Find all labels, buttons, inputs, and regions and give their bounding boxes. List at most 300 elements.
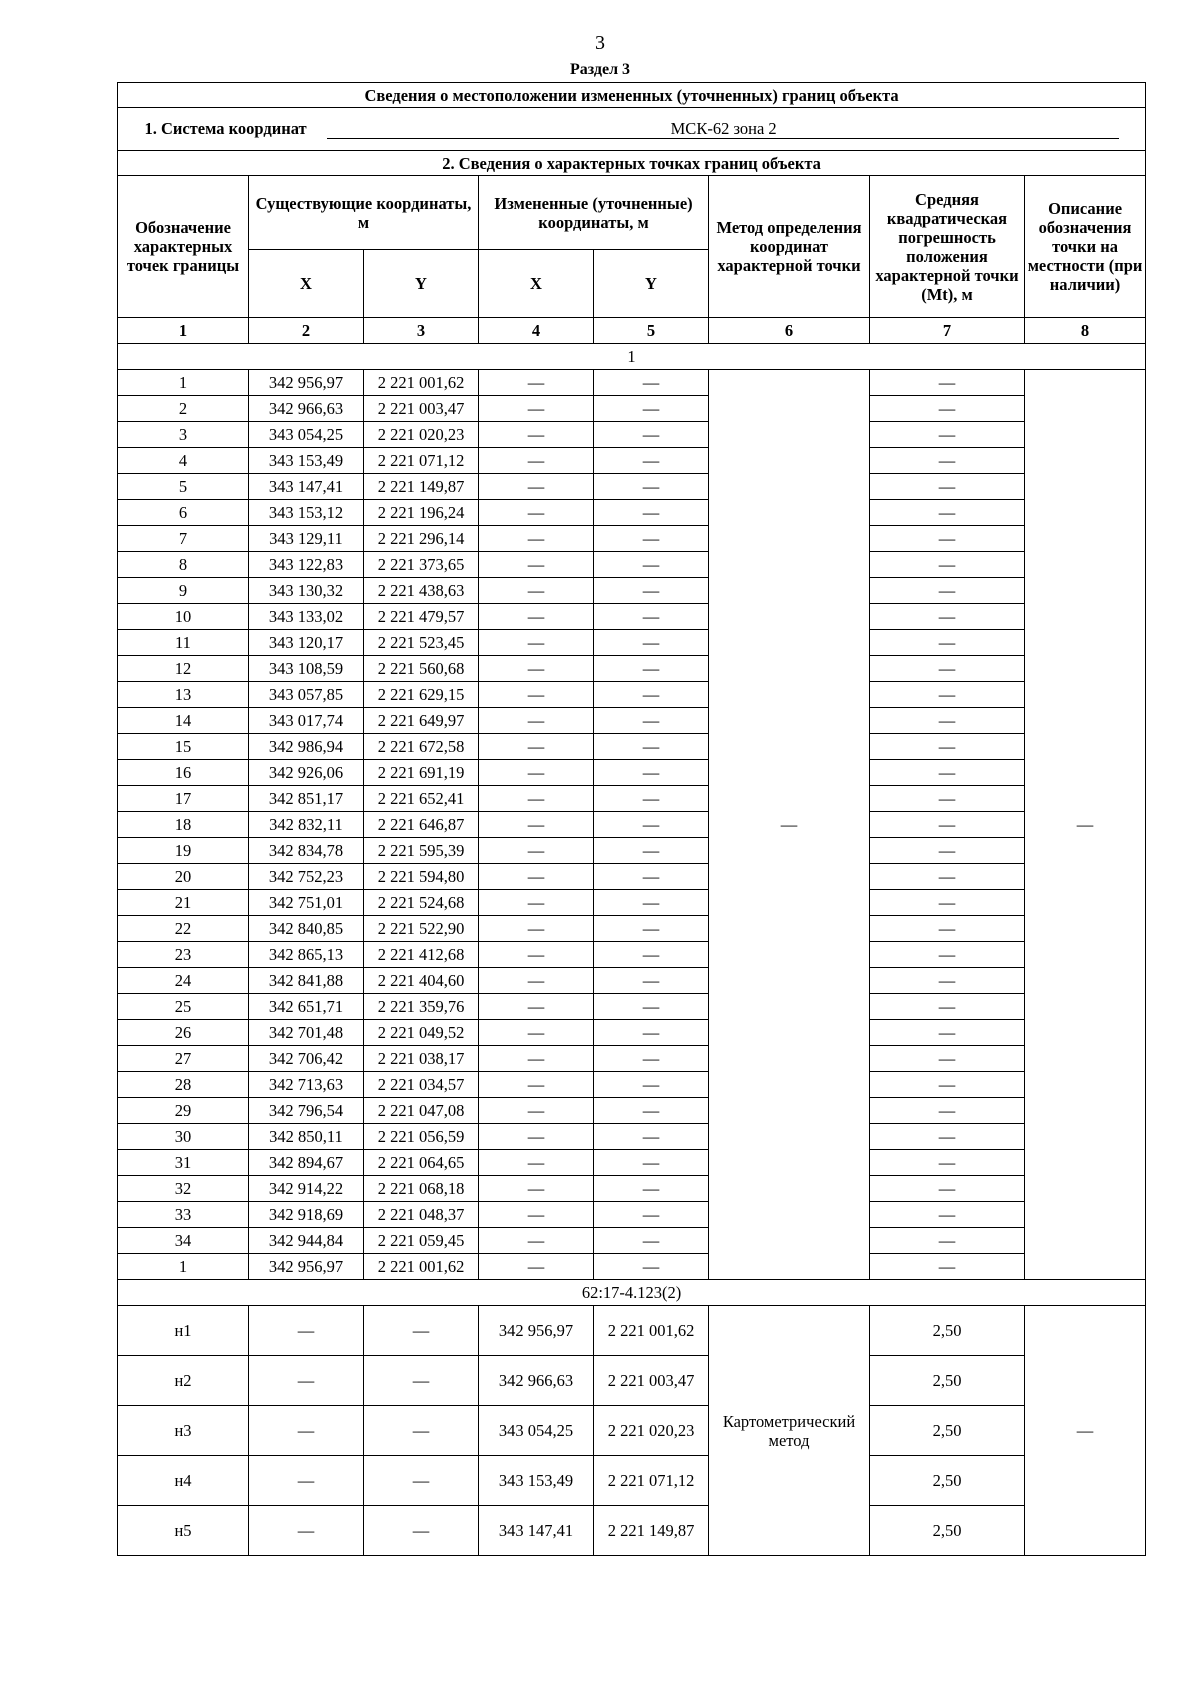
existing-y: 2 221 003,47 <box>364 396 479 422</box>
existing-y: 2 221 629,15 <box>364 682 479 708</box>
changed-x: — <box>479 500 594 526</box>
mean-error: — <box>870 500 1025 526</box>
table-row <box>118 526 1146 552</box>
table-row <box>118 1356 1146 1406</box>
changed-x: — <box>479 422 594 448</box>
point-id: 12 <box>118 656 249 682</box>
point-id: 32 <box>118 1176 249 1202</box>
group-label-1: 1 <box>118 344 1146 370</box>
boundary-points-table <box>117 82 1146 1556</box>
point-id: 1 <box>118 1254 249 1280</box>
changed-y: 2 221 003,47 <box>594 1356 709 1406</box>
changed-y: 2 221 071,12 <box>594 1456 709 1506</box>
table-row <box>118 474 1146 500</box>
existing-y: 2 221 047,08 <box>364 1098 479 1124</box>
existing-y: 2 221 479,57 <box>364 604 479 630</box>
mean-error: — <box>870 1254 1025 1280</box>
point-id: 31 <box>118 1150 249 1176</box>
existing-y: — <box>364 1356 479 1406</box>
changed-y: — <box>594 786 709 812</box>
changed-y: — <box>594 1020 709 1046</box>
mean-error: — <box>870 968 1025 994</box>
point-id: 33 <box>118 1202 249 1228</box>
mean-error: — <box>870 474 1025 500</box>
changed-x: — <box>479 838 594 864</box>
changed-y: — <box>594 526 709 552</box>
mean-error: — <box>870 838 1025 864</box>
existing-y: 2 221 560,68 <box>364 656 479 682</box>
changed-x: — <box>479 812 594 838</box>
changed-x: — <box>479 1150 594 1176</box>
point-id: 4 <box>118 448 249 474</box>
table-row <box>118 1254 1146 1280</box>
changed-x: — <box>479 786 594 812</box>
changed-x: — <box>479 864 594 890</box>
changed-y: — <box>594 1150 709 1176</box>
header-changed-coords: Измененные (уточненные) координаты, м <box>479 176 709 250</box>
description-cell: — <box>1025 370 1146 1280</box>
mean-error: — <box>870 448 1025 474</box>
table-row <box>118 812 1146 838</box>
existing-y: 2 221 071,12 <box>364 448 479 474</box>
changed-y: — <box>594 1254 709 1280</box>
point-id: 8 <box>118 552 249 578</box>
table-row <box>118 1124 1146 1150</box>
existing-x: 342 651,71 <box>249 994 364 1020</box>
point-id: 25 <box>118 994 249 1020</box>
mean-error: — <box>870 682 1025 708</box>
changed-y: — <box>594 864 709 890</box>
table-row <box>118 578 1146 604</box>
existing-y: 2 221 020,23 <box>364 422 479 448</box>
changed-y: — <box>594 422 709 448</box>
changed-x: 342 956,97 <box>479 1306 594 1356</box>
point-id: 30 <box>118 1124 249 1150</box>
changed-x: — <box>479 1228 594 1254</box>
column-number-6: 6 <box>709 318 870 344</box>
existing-x: 343 108,59 <box>249 656 364 682</box>
table-row <box>118 994 1146 1020</box>
changed-x: — <box>479 968 594 994</box>
existing-x: 343 147,41 <box>249 474 364 500</box>
point-id: 20 <box>118 864 249 890</box>
mean-error: 2,50 <box>870 1456 1025 1506</box>
point-id: 6 <box>118 500 249 526</box>
table-row <box>118 864 1146 890</box>
mean-error: — <box>870 578 1025 604</box>
changed-y: — <box>594 760 709 786</box>
changed-y: — <box>594 1124 709 1150</box>
points-section-title: 2. Сведения о характерных точках границ объекта <box>118 151 1146 176</box>
existing-x: — <box>249 1406 364 1456</box>
column-number-5: 5 <box>594 318 709 344</box>
mean-error: — <box>870 1046 1025 1072</box>
existing-x: 342 701,48 <box>249 1020 364 1046</box>
changed-y: — <box>594 474 709 500</box>
mean-error: — <box>870 1228 1025 1254</box>
changed-y: — <box>594 396 709 422</box>
mean-error: — <box>870 734 1025 760</box>
point-id: 16 <box>118 760 249 786</box>
existing-y: 2 221 524,68 <box>364 890 479 916</box>
table-title: Сведения о местоположении измененных (уточненных) границ объекта <box>118 83 1146 108</box>
table-row <box>118 1098 1146 1124</box>
table-row <box>118 552 1146 578</box>
changed-y: — <box>594 968 709 994</box>
existing-x: 342 918,69 <box>249 1202 364 1228</box>
mean-error: 2,50 <box>870 1306 1025 1356</box>
existing-x: 342 956,97 <box>249 1254 364 1280</box>
existing-x: 342 926,06 <box>249 760 364 786</box>
existing-y: 2 221 001,62 <box>364 1254 479 1280</box>
changed-y: — <box>594 942 709 968</box>
table-row <box>118 838 1146 864</box>
table-row <box>118 682 1146 708</box>
existing-x: 343 122,83 <box>249 552 364 578</box>
table-row <box>118 786 1146 812</box>
coordinate-system-value: МСК-62 зона 2 <box>327 119 1119 139</box>
changed-y: — <box>594 1072 709 1098</box>
changed-x: — <box>479 1202 594 1228</box>
mean-error: — <box>870 1202 1025 1228</box>
header-existing-coords: Существующие координаты, м <box>249 176 479 250</box>
changed-x: — <box>479 1020 594 1046</box>
point-id: н4 <box>118 1456 249 1506</box>
existing-x: 343 129,11 <box>249 526 364 552</box>
mean-error: — <box>870 552 1025 578</box>
column-number-1: 1 <box>118 318 249 344</box>
column-number-8: 8 <box>1025 318 1146 344</box>
changed-x: — <box>479 604 594 630</box>
existing-x: — <box>249 1356 364 1406</box>
point-id: 22 <box>118 916 249 942</box>
existing-y: 2 221 296,14 <box>364 526 479 552</box>
changed-y: — <box>594 1228 709 1254</box>
point-id: 10 <box>118 604 249 630</box>
point-id: 21 <box>118 890 249 916</box>
changed-y: — <box>594 1046 709 1072</box>
existing-x: 343 153,49 <box>249 448 364 474</box>
changed-y: — <box>594 630 709 656</box>
existing-x: 342 944,84 <box>249 1228 364 1254</box>
existing-x: 342 832,11 <box>249 812 364 838</box>
existing-x: — <box>249 1506 364 1556</box>
changed-y: — <box>594 370 709 396</box>
mean-error: — <box>870 1098 1025 1124</box>
table-row <box>118 890 1146 916</box>
changed-x: — <box>479 1124 594 1150</box>
existing-x: 342 850,11 <box>249 1124 364 1150</box>
table-row <box>118 422 1146 448</box>
existing-y: 2 221 149,87 <box>364 474 479 500</box>
changed-x: — <box>479 656 594 682</box>
changed-x: — <box>479 708 594 734</box>
existing-y: 2 221 594,80 <box>364 864 479 890</box>
changed-x: 343 054,25 <box>479 1406 594 1456</box>
existing-x: 343 120,17 <box>249 630 364 656</box>
existing-y: 2 221 691,19 <box>364 760 479 786</box>
mean-error: — <box>870 422 1025 448</box>
existing-y: 2 221 646,87 <box>364 812 479 838</box>
method-cell: Картометрический метод <box>709 1306 870 1556</box>
existing-y: 2 221 523,45 <box>364 630 479 656</box>
existing-y: 2 221 059,45 <box>364 1228 479 1254</box>
point-id: н3 <box>118 1406 249 1456</box>
changed-y: — <box>594 708 709 734</box>
existing-y: 2 221 595,39 <box>364 838 479 864</box>
changed-y: — <box>594 890 709 916</box>
table-row <box>118 942 1146 968</box>
changed-y: 2 221 020,23 <box>594 1406 709 1456</box>
existing-y: 2 221 412,68 <box>364 942 479 968</box>
changed-x: — <box>479 474 594 500</box>
header-changed-y: Y <box>594 250 709 318</box>
existing-y: 2 221 001,62 <box>364 370 479 396</box>
point-id: 28 <box>118 1072 249 1098</box>
table-row <box>118 630 1146 656</box>
method-cell: — <box>709 370 870 1280</box>
existing-x: 342 834,78 <box>249 838 364 864</box>
existing-x: 342 914,22 <box>249 1176 364 1202</box>
point-id: 26 <box>118 1020 249 1046</box>
description-cell: — <box>1025 1306 1146 1556</box>
mean-error: — <box>870 708 1025 734</box>
table-row <box>118 968 1146 994</box>
changed-x: — <box>479 760 594 786</box>
header-description: Описание обозначения точки на местности (при наличии) <box>1025 176 1146 318</box>
table-row <box>118 1150 1146 1176</box>
table-row <box>118 396 1146 422</box>
point-id: 18 <box>118 812 249 838</box>
mean-error: — <box>870 630 1025 656</box>
point-id: н5 <box>118 1506 249 1556</box>
point-id: 2 <box>118 396 249 422</box>
column-number-4: 4 <box>479 318 594 344</box>
changed-x: — <box>479 448 594 474</box>
changed-y: — <box>594 1202 709 1228</box>
point-id: 1 <box>118 370 249 396</box>
existing-x: 343 017,74 <box>249 708 364 734</box>
changed-y: — <box>594 916 709 942</box>
existing-x: 343 133,02 <box>249 604 364 630</box>
coordinate-system-label: 1. Система координат <box>144 119 307 138</box>
changed-y: — <box>594 1176 709 1202</box>
existing-y: 2 221 068,18 <box>364 1176 479 1202</box>
changed-y: — <box>594 448 709 474</box>
table-row <box>118 1202 1146 1228</box>
changed-y: 2 221 149,87 <box>594 1506 709 1556</box>
mean-error: — <box>870 994 1025 1020</box>
changed-x: — <box>479 1072 594 1098</box>
changed-y: — <box>594 838 709 864</box>
mean-error: — <box>870 1124 1025 1150</box>
coordinate-system-row <box>118 108 1146 151</box>
table-row <box>118 500 1146 526</box>
section-heading: Раздел 3 <box>569 61 631 78</box>
changed-y: — <box>594 994 709 1020</box>
existing-y: 2 221 404,60 <box>364 968 479 994</box>
changed-x: — <box>479 942 594 968</box>
mean-error: — <box>870 370 1025 396</box>
table-row <box>118 760 1146 786</box>
table-row <box>118 370 1146 396</box>
existing-y: 2 221 049,52 <box>364 1020 479 1046</box>
column-number-2: 2 <box>249 318 364 344</box>
changed-x: 343 147,41 <box>479 1506 594 1556</box>
table-row <box>118 1020 1146 1046</box>
mean-error: — <box>870 656 1025 682</box>
mean-error: — <box>870 812 1025 838</box>
changed-y: — <box>594 812 709 838</box>
point-id: н1 <box>118 1306 249 1356</box>
existing-y: 2 221 649,97 <box>364 708 479 734</box>
mean-error: — <box>870 1150 1025 1176</box>
existing-y: 2 221 373,65 <box>364 552 479 578</box>
table-row <box>118 708 1146 734</box>
point-id: 19 <box>118 838 249 864</box>
column-number-7: 7 <box>870 318 1025 344</box>
point-id: 13 <box>118 682 249 708</box>
changed-x: — <box>479 630 594 656</box>
existing-y: 2 221 064,65 <box>364 1150 479 1176</box>
point-id: 24 <box>118 968 249 994</box>
changed-x: — <box>479 578 594 604</box>
existing-x: 342 894,67 <box>249 1150 364 1176</box>
point-id: 7 <box>118 526 249 552</box>
existing-y: 2 221 652,41 <box>364 786 479 812</box>
existing-y: — <box>364 1506 479 1556</box>
changed-x: — <box>479 1046 594 1072</box>
changed-x: — <box>479 526 594 552</box>
changed-x: — <box>479 552 594 578</box>
table-row <box>118 1406 1146 1456</box>
changed-y: — <box>594 552 709 578</box>
header-mean-error: Средняя квадратическая погрешность положения характерной точки (Mt), м <box>870 176 1025 318</box>
existing-x: — <box>249 1456 364 1506</box>
table-row <box>118 604 1146 630</box>
mean-error: 2,50 <box>870 1406 1025 1456</box>
page-number: 3 <box>595 32 605 54</box>
mean-error: — <box>870 760 1025 786</box>
mean-error: 2,50 <box>870 1506 1025 1556</box>
mean-error: — <box>870 942 1025 968</box>
existing-y: 2 221 034,57 <box>364 1072 479 1098</box>
point-id: 5 <box>118 474 249 500</box>
mean-error: — <box>870 1072 1025 1098</box>
changed-x: — <box>479 890 594 916</box>
table-row <box>118 448 1146 474</box>
changed-x: — <box>479 1098 594 1124</box>
changed-x: 343 153,49 <box>479 1456 594 1506</box>
changed-y: 2 221 001,62 <box>594 1306 709 1356</box>
point-id: 3 <box>118 422 249 448</box>
existing-y: 2 221 359,76 <box>364 994 479 1020</box>
header-existing-x: X <box>249 250 364 318</box>
mean-error: — <box>870 1176 1025 1202</box>
changed-y: — <box>594 604 709 630</box>
point-id: 29 <box>118 1098 249 1124</box>
changed-x: — <box>479 916 594 942</box>
existing-y: 2 221 056,59 <box>364 1124 479 1150</box>
header-method: Метод определения координат характерной точки <box>709 176 870 318</box>
point-id: 9 <box>118 578 249 604</box>
mean-error: — <box>870 526 1025 552</box>
existing-y: 2 221 672,58 <box>364 734 479 760</box>
point-id: 17 <box>118 786 249 812</box>
point-id: н2 <box>118 1356 249 1406</box>
table-row <box>118 1306 1146 1356</box>
mean-error: — <box>870 864 1025 890</box>
mean-error: — <box>870 890 1025 916</box>
existing-x: 342 751,01 <box>249 890 364 916</box>
changed-x: — <box>479 1176 594 1202</box>
existing-y: — <box>364 1456 479 1506</box>
changed-y: — <box>594 1098 709 1124</box>
mean-error: — <box>870 786 1025 812</box>
point-id: 23 <box>118 942 249 968</box>
existing-x: 342 706,42 <box>249 1046 364 1072</box>
changed-x: — <box>479 370 594 396</box>
table-row <box>118 1456 1146 1506</box>
table-row <box>118 1072 1146 1098</box>
table-row <box>118 656 1146 682</box>
existing-x: 342 956,97 <box>249 370 364 396</box>
existing-x: 342 841,88 <box>249 968 364 994</box>
existing-x: 342 752,23 <box>249 864 364 890</box>
table-row <box>118 1046 1146 1072</box>
changed-x: — <box>479 682 594 708</box>
changed-x: — <box>479 734 594 760</box>
existing-y: — <box>364 1406 479 1456</box>
mean-error: — <box>870 396 1025 422</box>
existing-y: 2 221 522,90 <box>364 916 479 942</box>
table-row <box>118 1228 1146 1254</box>
mean-error: 2,50 <box>870 1356 1025 1406</box>
table-row <box>118 734 1146 760</box>
existing-y: — <box>364 1306 479 1356</box>
point-id: 11 <box>118 630 249 656</box>
changed-y: — <box>594 500 709 526</box>
existing-x: 343 057,85 <box>249 682 364 708</box>
changed-y: — <box>594 682 709 708</box>
point-id: 34 <box>118 1228 249 1254</box>
existing-x: 342 851,17 <box>249 786 364 812</box>
existing-x: 342 966,63 <box>249 396 364 422</box>
existing-x: — <box>249 1306 364 1356</box>
changed-x: — <box>479 1254 594 1280</box>
existing-y: 2 221 438,63 <box>364 578 479 604</box>
changed-y: — <box>594 734 709 760</box>
table-row <box>118 916 1146 942</box>
changed-y: — <box>594 578 709 604</box>
point-id: 27 <box>118 1046 249 1072</box>
column-number-3: 3 <box>364 318 479 344</box>
existing-y: 2 221 196,24 <box>364 500 479 526</box>
header-point-designation: Обозначение характерных точек границы <box>118 176 249 318</box>
mean-error: — <box>870 604 1025 630</box>
existing-x: 342 986,94 <box>249 734 364 760</box>
changed-x: 342 966,63 <box>479 1356 594 1406</box>
point-id: 14 <box>118 708 249 734</box>
group-label-2: 62:17-4.123(2) <box>118 1280 1146 1306</box>
existing-y: 2 221 038,17 <box>364 1046 479 1072</box>
existing-x: 342 796,54 <box>249 1098 364 1124</box>
existing-y: 2 221 048,37 <box>364 1202 479 1228</box>
header-changed-x: X <box>479 250 594 318</box>
existing-x: 342 713,63 <box>249 1072 364 1098</box>
table-row <box>118 1506 1146 1556</box>
existing-x: 342 865,13 <box>249 942 364 968</box>
